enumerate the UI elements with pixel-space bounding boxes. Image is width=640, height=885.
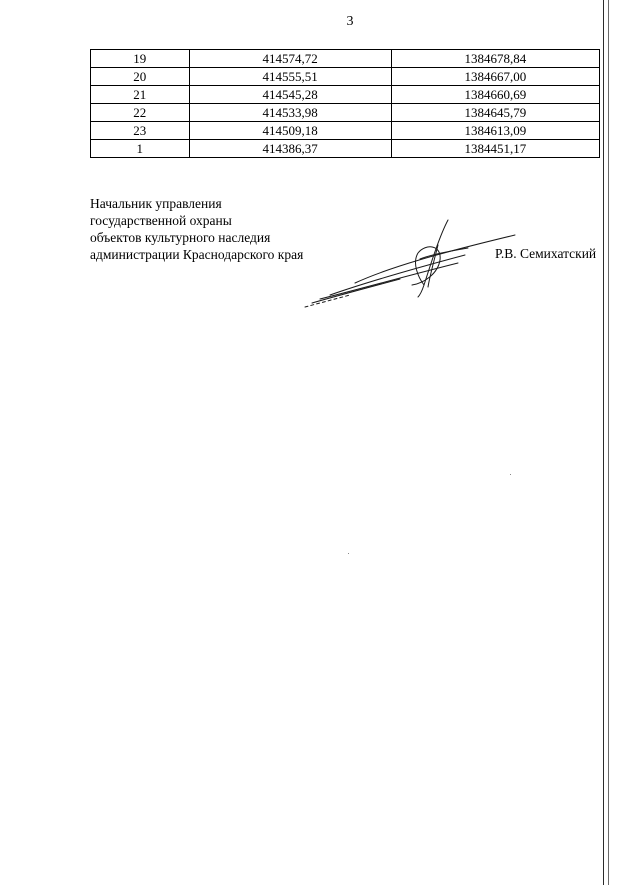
- table-row: [91, 68, 600, 86]
- table-row: [91, 140, 600, 158]
- point-number-cell: 1: [91, 140, 190, 158]
- table-row: [91, 104, 600, 122]
- x-coordinate-cell: 414574,72: [189, 50, 391, 68]
- coordinates-table-body: [91, 50, 600, 158]
- position-line-2: государственной охраны: [90, 213, 232, 228]
- y-coordinate-cell: 1384451,17: [391, 140, 599, 158]
- signatory-position: [90, 195, 303, 263]
- table-row: [91, 50, 600, 68]
- x-coordinate-cell: 414545,28: [189, 86, 391, 104]
- handwritten-signature: [300, 215, 530, 310]
- table-row: [91, 86, 600, 104]
- coordinates-table: [90, 49, 600, 158]
- point-number-cell: 19: [91, 50, 190, 68]
- position-line-1: Начальник управления: [90, 196, 222, 211]
- x-coordinate-cell: 414386,37: [189, 140, 391, 158]
- position-line-3: объектов культурного наследия: [90, 230, 271, 245]
- y-coordinate-cell: 1384667,00: [391, 68, 599, 86]
- point-number-cell: 23: [91, 122, 190, 140]
- y-coordinate-cell: 1384660,69: [391, 86, 599, 104]
- x-coordinate-cell: 414555,51: [189, 68, 391, 86]
- point-number-cell: 20: [91, 68, 190, 86]
- table-row: [91, 122, 600, 140]
- scan-edge-line: [608, 0, 609, 885]
- scan-edge-line: [603, 0, 604, 885]
- point-number-cell: 21: [91, 86, 190, 104]
- point-number-cell: 22: [91, 104, 190, 122]
- scan-speck: [348, 553, 349, 554]
- y-coordinate-cell: 1384613,09: [391, 122, 599, 140]
- x-coordinate-cell: 414533,98: [189, 104, 391, 122]
- x-coordinate-cell: 414509,18: [189, 122, 391, 140]
- signatory-name: Р.В. Семихатский: [495, 246, 597, 261]
- scan-speck: [510, 474, 511, 475]
- position-line-4: администрации Краснодарского края: [90, 247, 304, 262]
- page-number: 3: [346, 14, 354, 29]
- y-coordinate-cell: 1384645,79: [391, 104, 599, 122]
- y-coordinate-cell: 1384678,84: [391, 50, 599, 68]
